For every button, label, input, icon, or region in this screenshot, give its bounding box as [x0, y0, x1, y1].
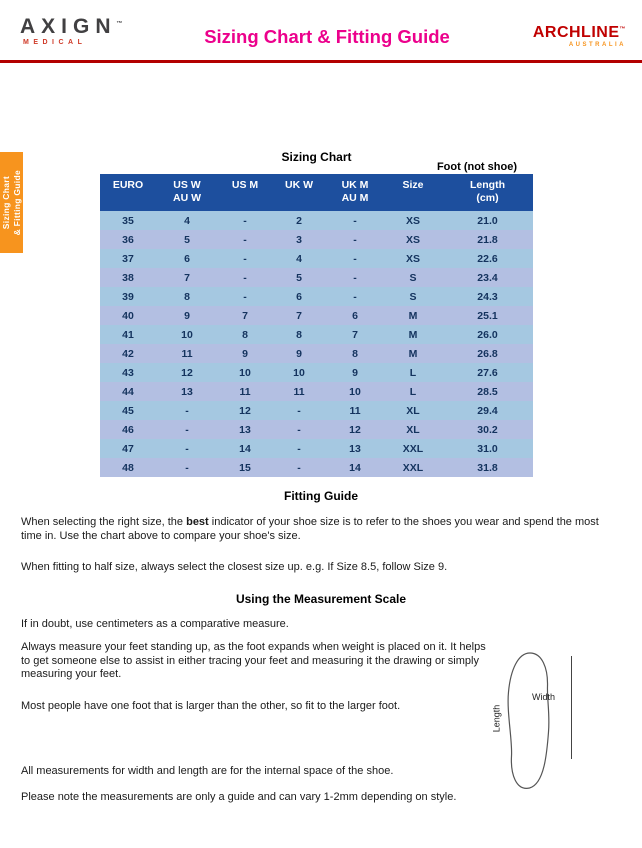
- table-cell: 10: [156, 325, 218, 344]
- table-cell: 38: [100, 268, 156, 287]
- table-cell: 27.6: [442, 363, 533, 382]
- table-cell: 48: [100, 458, 156, 477]
- table-cell: -: [156, 439, 218, 458]
- table-cell: 8: [218, 325, 272, 344]
- table-row: [100, 230, 533, 249]
- table-cell: -: [326, 249, 384, 268]
- table-cell: XL: [384, 420, 442, 439]
- table-cell: 5: [156, 230, 218, 249]
- table-cell: 24.3: [442, 287, 533, 306]
- table-cell: XS: [384, 211, 442, 230]
- table-cell: 22.6: [442, 249, 533, 268]
- table-cell: -: [218, 268, 272, 287]
- table-cell: -: [272, 420, 326, 439]
- table-cell: -: [326, 287, 384, 306]
- measurement-scale-heading: Using the Measurement Scale: [235, 591, 407, 606]
- table-cell: 7: [156, 268, 218, 287]
- table-cell: M: [384, 306, 442, 325]
- table-cell: 12: [156, 363, 218, 382]
- table-cell: 30.2: [442, 420, 533, 439]
- measurement-paragraph-1: If in doubt, use centimeters as a comparative measure.: [21, 617, 289, 630]
- table-cell: M: [384, 325, 442, 344]
- measurement-paragraph-3: Most people have one foot that is larger than the other, so fit to the larger foot.: [21, 699, 401, 712]
- measurement-paragraph-5: Please note the measurements are only a guide and can vary 1-2mm depending on style.: [21, 790, 457, 803]
- trademark-symbol: ™: [619, 26, 626, 33]
- table-cell: -: [326, 230, 384, 249]
- table-cell: 6: [272, 287, 326, 306]
- axign-logo-text: AXIGN: [20, 15, 117, 38]
- archline-logo-text: ARCHLINE: [532, 24, 620, 41]
- column-header: EURO: [100, 174, 156, 211]
- table-cell: 31.8: [442, 458, 533, 477]
- table-row: [100, 439, 533, 458]
- foot-outline-icon: [499, 648, 559, 796]
- table-cell: 37: [100, 249, 156, 268]
- table-cell: 9: [218, 344, 272, 363]
- table-cell: 41: [100, 325, 156, 344]
- table-cell: L: [384, 382, 442, 401]
- table-cell: 7: [272, 306, 326, 325]
- axign-logo: [20, 13, 160, 46]
- table-cell: -: [218, 211, 272, 230]
- page-header: [0, 0, 642, 60]
- table-cell: 13: [156, 382, 218, 401]
- column-header: UK M AU M: [326, 174, 384, 211]
- table-cell: 6: [156, 249, 218, 268]
- sizing-chart-title-row: [100, 146, 533, 174]
- table-row: [100, 420, 533, 439]
- sizing-table-body: [100, 211, 533, 477]
- table-cell: 11: [218, 382, 272, 401]
- table-cell: -: [156, 401, 218, 420]
- table-cell: -: [156, 458, 218, 477]
- table-cell: XXL: [384, 439, 442, 458]
- measurement-paragraph-2: Always measure your feet standing up, as the foot expands when weight is placed on it. It helps to get someone else to assist in either tracing your feet and measuring it the drawing or simply measuring your feet.: [21, 641, 486, 680]
- fitting-guide-heading: Fitting Guide: [284, 489, 358, 503]
- header-divider-rule: [0, 60, 642, 63]
- table-cell: 15: [218, 458, 272, 477]
- sizing-chart-section: [100, 146, 533, 477]
- table-cell: 25.1: [442, 306, 533, 325]
- side-tab-label-line1: Sizing Chart: [1, 175, 11, 230]
- table-cell: 14: [326, 458, 384, 477]
- table-row: [100, 287, 533, 306]
- table-cell: 21.0: [442, 211, 533, 230]
- table-cell: 7: [218, 306, 272, 325]
- sizing-table: [100, 174, 533, 477]
- table-cell: 8: [272, 325, 326, 344]
- table-cell: 29.4: [442, 401, 533, 420]
- table-row: [100, 401, 533, 420]
- table-cell: 2: [272, 211, 326, 230]
- table-cell: 10: [272, 363, 326, 382]
- table-cell: 13: [326, 439, 384, 458]
- measure-line: [571, 656, 572, 759]
- fitting-guide-paragraph-2: When fitting to half size, always select the closest size up. e.g. If Size 8.5, follow Size 9.: [21, 561, 448, 573]
- table-row: [100, 211, 533, 230]
- table-cell: XL: [384, 401, 442, 420]
- table-cell: 36: [100, 230, 156, 249]
- table-cell: XS: [384, 230, 442, 249]
- column-header: Length (cm): [442, 174, 533, 211]
- table-cell: 10: [218, 363, 272, 382]
- archline-logo-name: [494, 24, 626, 42]
- foot-measurement-diagram: [486, 648, 584, 798]
- axign-logo-name: [20, 13, 160, 38]
- table-cell: 9: [272, 344, 326, 363]
- sizing-table-head-row: [100, 174, 533, 211]
- table-cell: 3: [272, 230, 326, 249]
- table-cell: 10: [326, 382, 384, 401]
- table-cell: XXL: [384, 458, 442, 477]
- table-row: [100, 363, 533, 382]
- trademark-symbol: ™: [116, 21, 123, 27]
- table-cell: 8: [156, 287, 218, 306]
- table-row: [100, 325, 533, 344]
- table-cell: 7: [326, 325, 384, 344]
- table-cell: 12: [218, 401, 272, 420]
- table-cell: -: [272, 458, 326, 477]
- table-cell: 21.8: [442, 230, 533, 249]
- side-tab-sizing-chart: [0, 152, 23, 253]
- table-cell: 4: [272, 249, 326, 268]
- table-cell: -: [272, 401, 326, 420]
- table-cell: L: [384, 363, 442, 382]
- table-cell: 31.0: [442, 439, 533, 458]
- column-header: Size: [384, 174, 442, 211]
- table-cell: S: [384, 268, 442, 287]
- side-tab-label-line2: & Fitting Guide: [12, 169, 22, 236]
- table-cell: 23.4: [442, 268, 533, 287]
- paragraph-bold-text: best: [186, 516, 209, 528]
- table-row: [100, 306, 533, 325]
- table-cell: -: [156, 420, 218, 439]
- table-cell: 11: [326, 401, 384, 420]
- page-title: Sizing Chart & Fitting Guide: [204, 26, 450, 47]
- table-row: [100, 458, 533, 477]
- table-cell: 12: [326, 420, 384, 439]
- table-cell: 6: [326, 306, 384, 325]
- table-cell: 45: [100, 401, 156, 420]
- foot-not-shoe-label: Foot (not shoe): [436, 161, 517, 173]
- table-cell: M: [384, 344, 442, 363]
- width-label: Width: [532, 692, 556, 702]
- table-cell: 14: [218, 439, 272, 458]
- table-cell: 11: [156, 344, 218, 363]
- table-cell: 26.0: [442, 325, 533, 344]
- table-cell: 44: [100, 382, 156, 401]
- column-header: US W AU W: [156, 174, 218, 211]
- table-cell: -: [326, 268, 384, 287]
- table-cell: 4: [156, 211, 218, 230]
- table-cell: 40: [100, 306, 156, 325]
- table-row: [100, 344, 533, 363]
- table-cell: 28.5: [442, 382, 533, 401]
- table-cell: 26.8: [442, 344, 533, 363]
- table-cell: 8: [326, 344, 384, 363]
- table-cell: -: [218, 249, 272, 268]
- table-cell: 35: [100, 211, 156, 230]
- table-cell: -: [326, 211, 384, 230]
- length-label: Length: [491, 704, 502, 733]
- table-row: [100, 249, 533, 268]
- paragraph-text: When selecting the right size, the: [21, 516, 187, 528]
- axign-medical-label: MEDICAL: [23, 39, 87, 46]
- table-cell: 5: [272, 268, 326, 287]
- table-cell: 46: [100, 420, 156, 439]
- table-cell: 43: [100, 363, 156, 382]
- column-header: US M: [218, 174, 272, 211]
- archline-logo: [494, 13, 626, 48]
- table-cell: 13: [218, 420, 272, 439]
- table-cell: 39: [100, 287, 156, 306]
- table-cell: 11: [272, 382, 326, 401]
- table-cell: 9: [326, 363, 384, 382]
- table-cell: -: [218, 287, 272, 306]
- table-cell: -: [218, 230, 272, 249]
- table-cell: XS: [384, 249, 442, 268]
- table-row: [100, 268, 533, 287]
- table-cell: 47: [100, 439, 156, 458]
- table-cell: -: [272, 439, 326, 458]
- sizing-chart-title: Sizing Chart: [281, 150, 352, 164]
- table-cell: 9: [156, 306, 218, 325]
- paragraph-text: indicator of your shoe size is to refer to the shoes you wear and spend the most time in. Use the chart above to compare your shoe's size.: [21, 516, 599, 542]
- table-row: [100, 382, 533, 401]
- fitting-guide-paragraph-1: [21, 516, 621, 543]
- column-header: UK W: [272, 174, 326, 211]
- archline-australia-label: AUSTRALIA: [568, 42, 626, 48]
- table-cell: S: [384, 287, 442, 306]
- table-cell: 42: [100, 344, 156, 363]
- measurement-paragraph-4: All measurements for width and length are for the internal space of the shoe.: [21, 765, 394, 777]
